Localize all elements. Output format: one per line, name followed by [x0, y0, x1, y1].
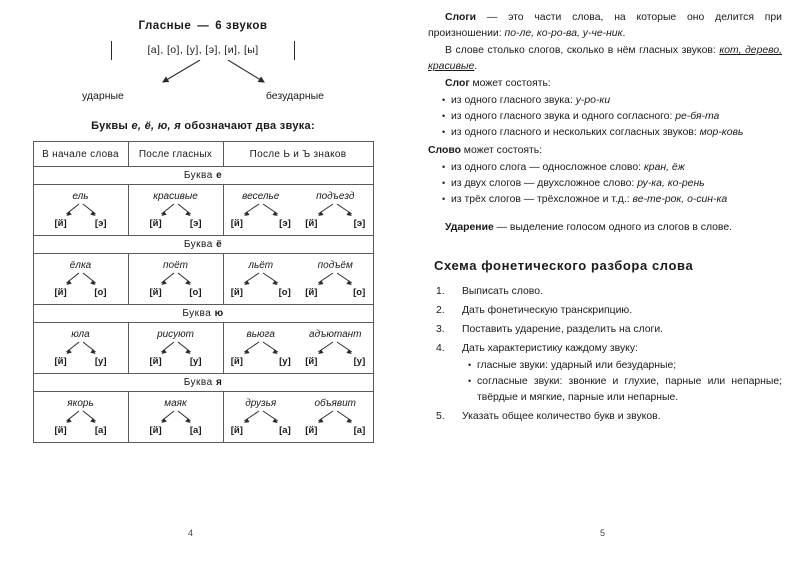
- example-sound: [й]: [305, 287, 318, 298]
- example-sound: [й]: [305, 425, 318, 436]
- example-cell: [33, 254, 128, 305]
- vowels-heading-label: Гласные: [138, 20, 192, 32]
- example-word: вьюга: [246, 329, 275, 340]
- example-branch-arrows-icon: [55, 203, 107, 218]
- syllable-term: Слог: [445, 78, 470, 89]
- example-branch-arrows-icon: [150, 203, 202, 218]
- analysis-step-text: Выписать слово.: [462, 286, 543, 297]
- examples-row: [33, 254, 373, 305]
- letters-title: [18, 120, 388, 132]
- example-wrap: [224, 329, 373, 367]
- example-branch-arrows-icon: [305, 203, 365, 218]
- example-sound: [у]: [279, 356, 291, 367]
- example-branch-arrows-icon: [150, 272, 202, 287]
- example-sounds: [231, 287, 291, 298]
- examples-row: [33, 323, 373, 374]
- example-wrap: [34, 191, 128, 229]
- example-sound: [й]: [230, 425, 243, 436]
- example-sound: [й]: [230, 356, 243, 367]
- syllables-examples: по-ле, ко-ро-ва, у-че-ник: [504, 28, 623, 39]
- letter-band-letter: ё: [216, 239, 223, 250]
- example-word: веселье: [242, 191, 280, 202]
- letter-band-letter: ю: [214, 308, 224, 319]
- list-item-text: из одного гласного и нескольких согласных звуков:: [451, 127, 700, 138]
- letters-title-letters: е, ё, ю, я: [131, 120, 182, 132]
- example-sound: [у]: [189, 356, 202, 367]
- spacer: [428, 208, 782, 220]
- example-word: красивые: [153, 191, 198, 202]
- analysis-step: [428, 302, 782, 319]
- example-branch-arrows-icon: [231, 341, 291, 356]
- syllables-term: Слоги: [445, 12, 477, 23]
- example-wrap: [129, 191, 223, 229]
- phonetic-example: [305, 329, 365, 367]
- examples-row: [33, 392, 373, 443]
- analysis-step-text: Дать фонетическую транскрипцию.: [462, 305, 633, 316]
- syllable-count-examples: кот, дерево, красивые: [428, 45, 782, 72]
- letter-band-label: [33, 374, 373, 392]
- letter-band-label: [33, 167, 373, 185]
- example-sound: [й]: [54, 218, 67, 229]
- syllables-definition-end: .: [622, 28, 626, 39]
- stress-term: Ударение: [445, 222, 494, 233]
- example-word: ёлка: [69, 260, 92, 271]
- example-word: юла: [71, 329, 90, 340]
- example-sounds: [55, 356, 107, 367]
- list-item-text: из одного слога — односложное слово:: [451, 162, 644, 173]
- word-consists-text: может состоять:: [460, 145, 543, 156]
- example-sound: [й]: [149, 356, 162, 367]
- example-sound: [й]: [54, 425, 67, 436]
- column-header: После Ь и Ъ знаков: [223, 142, 373, 167]
- example-cell: [33, 185, 128, 236]
- column-header: После гласных: [128, 142, 223, 167]
- list-item-example: ру-ка, ко-рень: [637, 178, 705, 189]
- example-cell: [223, 185, 373, 236]
- list-item-text: из одного гласного звука и одного согласного:: [451, 111, 676, 122]
- example-sounds: [150, 287, 202, 298]
- example-word: якорь: [67, 398, 94, 409]
- list-item-text: из двух слогов — двухсложное слово:: [451, 178, 638, 189]
- phonetic-example: [55, 398, 107, 436]
- analysis-step-text: Дать характеристику каждому звуку:: [462, 343, 638, 354]
- example-word: объявит: [314, 398, 357, 409]
- phonetic-example: [231, 329, 291, 367]
- example-branch-arrows-icon: [305, 341, 365, 356]
- example-sound: [э]: [353, 218, 366, 229]
- example-sounds: [305, 287, 365, 298]
- example-sound: [о]: [94, 287, 107, 298]
- example-sound: [й]: [54, 356, 67, 367]
- syllable-bullet-list: [428, 93, 782, 141]
- phonetic-example: [150, 260, 202, 298]
- example-sound: [а]: [189, 425, 202, 436]
- example-wrap: [34, 260, 128, 298]
- list-item: [442, 176, 782, 192]
- example-word: подъезд: [316, 191, 355, 202]
- letter-band-prefix: Буква: [182, 308, 215, 319]
- letter-band-row: [33, 167, 373, 185]
- example-word: маяк: [164, 398, 187, 409]
- example-sound: [й]: [230, 287, 243, 298]
- analysis-substep: • гласные звуки: ударный или безударные;: [468, 358, 782, 374]
- list-item: [442, 160, 782, 176]
- example-sounds: [55, 287, 107, 298]
- example-word: ель: [72, 191, 89, 202]
- scheme-title: Схема фонетического разбора слова: [434, 258, 694, 273]
- letter-band-row: [33, 236, 373, 254]
- left-page: [18, 10, 388, 562]
- example-sound: [о]: [189, 287, 202, 298]
- example-branch-arrows-icon: [231, 272, 291, 287]
- letters-title-suffix: обозначают два звука:: [184, 120, 315, 132]
- example-sounds: [231, 218, 291, 229]
- example-word: поёт: [163, 260, 188, 271]
- example-sound: [а]: [279, 425, 291, 436]
- example-sound: [й]: [149, 425, 162, 436]
- example-branch-arrows-icon: [231, 203, 291, 218]
- example-branch-arrows-icon: [305, 410, 365, 425]
- phonetic-example: [231, 191, 291, 229]
- phonetic-example: [305, 260, 365, 298]
- syllable-count-rule: [428, 43, 782, 75]
- list-item: [442, 93, 782, 109]
- list-item-example: у-ро-ки: [575, 95, 611, 106]
- example-sound: [й]: [305, 356, 318, 367]
- analysis-step-text: Поставить ударение, разделить на слоги.: [462, 324, 664, 335]
- letters-title-prefix: Буквы: [91, 120, 129, 132]
- phonetic-example: [55, 191, 107, 229]
- page-number-right: 5: [600, 528, 606, 538]
- example-cell: [33, 392, 128, 443]
- example-cell: [223, 323, 373, 374]
- syllable-consists-text: может состоять:: [469, 78, 551, 89]
- analysis-step: [428, 340, 782, 406]
- example-sound: [о]: [278, 287, 291, 298]
- example-word: друзья: [245, 398, 277, 409]
- analysis-step: [428, 408, 782, 425]
- example-branch-arrows-icon: [305, 272, 365, 287]
- example-sounds: [150, 356, 202, 367]
- example-sounds: [305, 425, 365, 436]
- list-item: [442, 192, 782, 208]
- example-sound: [а]: [94, 425, 107, 436]
- syllables-definition-text: — это части слова, на которые оно делится при произношении:: [428, 12, 782, 39]
- example-sound: [й]: [230, 218, 243, 229]
- list-item-example: ре-бя-та: [675, 111, 720, 122]
- stress-definition: [428, 220, 782, 236]
- unstressed-label: безударные: [265, 90, 324, 102]
- two-sounds-table: [33, 141, 374, 443]
- example-sounds: [55, 218, 107, 229]
- example-sounds: [150, 218, 202, 229]
- stress-definition-text: — выделение голосом одного из слогов в слове.: [493, 222, 732, 233]
- example-cell: [128, 323, 223, 374]
- letter-band-label: [33, 305, 373, 323]
- analysis-step: [428, 321, 782, 338]
- syllable-count-text: В слове столько слогов, сколько в нём гласных звуков:: [445, 45, 720, 56]
- syllables-definition: [428, 10, 782, 42]
- example-cell: [128, 392, 223, 443]
- example-sounds: [55, 425, 107, 436]
- vowels-heading-count: 6 звуков: [215, 20, 268, 32]
- example-wrap: [129, 260, 223, 298]
- example-cell: [223, 392, 373, 443]
- vowels-box: [а], [о], [у], [э], [и], [ы]: [111, 41, 295, 60]
- example-sounds: [305, 356, 365, 367]
- phonetic-example: [150, 191, 202, 229]
- letter-band-prefix: Буква: [183, 170, 217, 181]
- list-item: [442, 125, 782, 141]
- word-term: Слово: [428, 145, 461, 156]
- list-item-text: из трёх слогов — трёхсложное и т.д.:: [451, 194, 633, 205]
- vowels-arrows: [88, 60, 318, 90]
- two-sounds-table-body: [33, 142, 373, 443]
- example-sound: [й]: [149, 218, 162, 229]
- phonetic-example: [305, 398, 365, 436]
- column-header: В начале слова: [33, 142, 128, 167]
- right-page: [428, 10, 782, 562]
- phonetic-example: [231, 260, 291, 298]
- syllable-count-end: .: [474, 61, 478, 72]
- analysis-substep: • согласные звуки: звонкие и глухие, парные или непарные; твёрдые и мягкие, парные или непарные.: [468, 374, 782, 406]
- example-sound: [э]: [279, 218, 291, 229]
- example-branch-arrows-icon: [150, 341, 202, 356]
- example-wrap: [34, 329, 128, 367]
- analysis-step: [428, 283, 782, 300]
- example-branch-arrows-icon: [55, 341, 107, 356]
- table-header-row: [33, 142, 373, 167]
- phonetic-example: [150, 398, 202, 436]
- example-sound: [у]: [94, 356, 107, 367]
- vowels-heading-dash: —: [197, 20, 210, 32]
- example-wrap: [224, 398, 373, 436]
- example-branch-arrows-icon: [231, 410, 291, 425]
- example-sounds: [231, 425, 291, 436]
- example-wrap: [224, 191, 373, 229]
- analysis-step-text: Указать общее количество букв и звуков.: [462, 411, 661, 422]
- example-branch-arrows-icon: [55, 272, 107, 287]
- list-item-example: кран, ёж: [643, 162, 685, 173]
- list-item: [442, 109, 782, 125]
- vowels-heading: [18, 20, 388, 32]
- list-item-example: мор-ковь: [699, 127, 744, 138]
- example-sound: [э]: [189, 218, 202, 229]
- example-cell: [128, 185, 223, 236]
- letter-band-prefix: Буква: [183, 239, 217, 250]
- word-consists-line: [428, 143, 782, 159]
- example-sounds: [150, 425, 202, 436]
- phonetic-example: [150, 329, 202, 367]
- branch-arrows-icon: [88, 60, 318, 90]
- stress-labels: [78, 90, 328, 102]
- example-sounds: [305, 218, 365, 229]
- example-wrap: [224, 260, 373, 298]
- list-item-text: из одного гласного звука:: [451, 95, 576, 106]
- example-sound: [у]: [353, 356, 366, 367]
- letter-band-row: [33, 305, 373, 323]
- phonetic-example: [231, 398, 291, 436]
- example-wrap: [129, 398, 223, 436]
- example-cell: [33, 323, 128, 374]
- example-branch-arrows-icon: [55, 410, 107, 425]
- page-number-left: 4: [188, 528, 194, 538]
- example-word: льёт: [248, 260, 274, 271]
- examples-row: [33, 185, 373, 236]
- example-sound: [й]: [149, 287, 162, 298]
- example-wrap: [34, 398, 128, 436]
- syllable-consists-line: [428, 76, 782, 92]
- example-branch-arrows-icon: [150, 410, 202, 425]
- example-cell: [223, 254, 373, 305]
- example-word: подъём: [317, 260, 353, 271]
- analysis-step-sublist: [462, 358, 782, 406]
- example-sound: [й]: [54, 287, 67, 298]
- list-item-example: ве-те-рок, о-син-ка: [632, 194, 728, 205]
- letter-band-label: [33, 236, 373, 254]
- example-sound: [о]: [353, 287, 366, 298]
- analysis-steps-list: [428, 283, 782, 425]
- letter-band-letter: е: [216, 170, 223, 181]
- example-sound: [а]: [353, 425, 366, 436]
- example-word: рисуют: [157, 329, 194, 340]
- letter-band-prefix: Буква: [183, 377, 216, 388]
- letter-band-letter: я: [215, 377, 223, 388]
- phonetic-example: [55, 329, 107, 367]
- example-cell: [128, 254, 223, 305]
- letter-band-row: [33, 374, 373, 392]
- example-sound: [э]: [94, 218, 107, 229]
- word-bullet-list: [428, 160, 782, 208]
- example-wrap: [129, 329, 223, 367]
- stressed-label: ударные: [82, 90, 124, 102]
- example-sounds: [231, 356, 291, 367]
- example-sound: [й]: [305, 218, 318, 229]
- example-word: адъютант: [309, 329, 362, 340]
- phonetic-example: [305, 191, 365, 229]
- phonetic-example: [55, 260, 107, 298]
